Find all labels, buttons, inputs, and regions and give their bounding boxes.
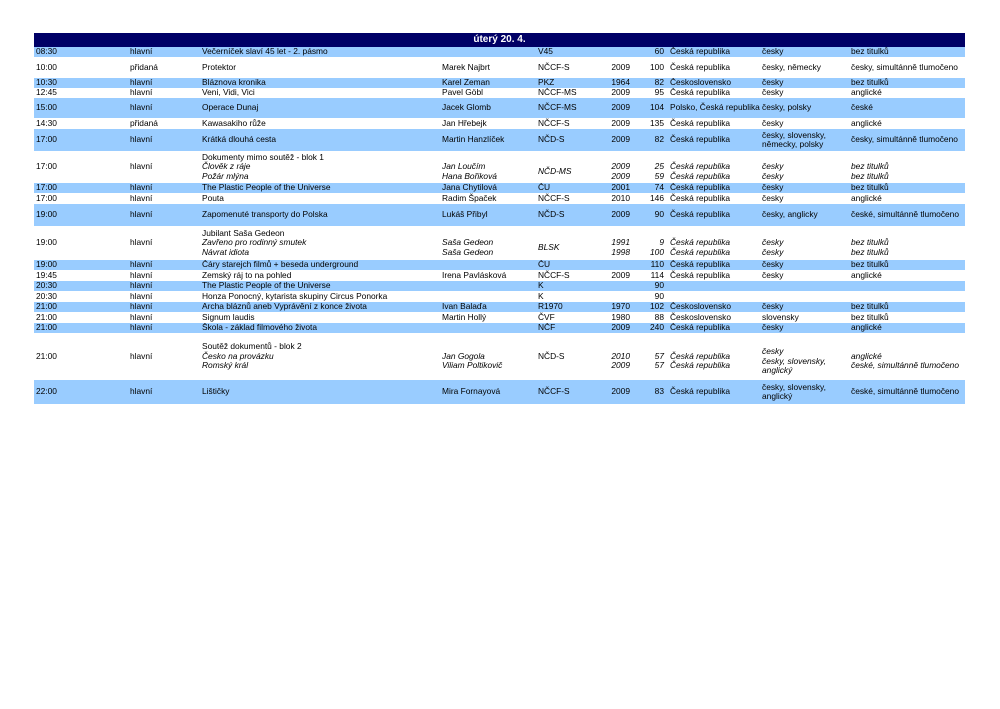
director-cell bbox=[440, 291, 536, 302]
minutes-cell: 146 bbox=[634, 193, 668, 204]
subtitles-cell: česky, simultánně tlumočeno bbox=[849, 57, 965, 78]
country-cell: Československo bbox=[668, 312, 760, 323]
title-cell: Krátká dlouhá cesta bbox=[200, 129, 440, 151]
time-cell: 19:00 bbox=[34, 204, 128, 226]
year-cell: 2009 bbox=[598, 57, 634, 78]
code-cell: NČF bbox=[536, 323, 598, 333]
title-cell: Lištičky bbox=[200, 380, 440, 404]
minutes-cell: 90 bbox=[634, 204, 668, 226]
block-item-language-cell: česky bbox=[762, 246, 784, 257]
subtitles-cell: bez titulků bbox=[849, 302, 965, 312]
title-cell: Pouta bbox=[200, 193, 440, 204]
block-item-subtitles-cell: české, simultánně tlumočeno bbox=[851, 360, 959, 371]
country-cell: Česká republika bbox=[668, 323, 760, 333]
time-cell: 19:45 bbox=[34, 270, 128, 281]
country-cell: Česká republika bbox=[668, 118, 760, 129]
time-cell: 17:00 bbox=[34, 183, 128, 193]
code-cell: NČCF-MS bbox=[536, 88, 598, 98]
year-cell: 1964 bbox=[598, 78, 634, 88]
time-cell: 17:00 bbox=[34, 129, 128, 151]
country-cell: Česká republika bbox=[668, 204, 760, 226]
director-cell: Martin Hollý bbox=[440, 312, 536, 323]
language-cell: česky, německy bbox=[760, 57, 849, 78]
director-cell bbox=[440, 323, 536, 333]
language-cell bbox=[760, 226, 849, 260]
type-cell: hlavní bbox=[128, 312, 200, 323]
type-cell: hlavní bbox=[128, 98, 200, 118]
title-cell: Operace Dunaj bbox=[200, 98, 440, 118]
block-item-language-cell: česky bbox=[762, 346, 784, 357]
block-item-director-cell: Viliam Poltikovič bbox=[442, 360, 503, 371]
subtitles-cell: česky, simultánně tlumočeno bbox=[849, 129, 965, 151]
block-item-country-cell: Česká republika bbox=[670, 246, 731, 257]
code-cell: PKZ bbox=[536, 78, 598, 88]
block-item-subtitles-cell: anglické bbox=[851, 350, 882, 361]
country-cell: Česká republika bbox=[668, 88, 760, 98]
time-cell: 12:45 bbox=[34, 88, 128, 98]
block-item-year-cell: 1998 bbox=[611, 246, 630, 257]
code-cell: V45 bbox=[536, 47, 598, 57]
year-cell bbox=[598, 47, 634, 57]
block-item-title-cell: Česko na provázku bbox=[202, 350, 274, 361]
schedule-row bbox=[34, 302, 965, 312]
subtitles-cell: anglické bbox=[849, 193, 965, 204]
language-cell: česky bbox=[760, 47, 849, 57]
subtitles-cell bbox=[849, 281, 965, 291]
type-cell: hlavní bbox=[128, 281, 200, 291]
schedule-row bbox=[34, 333, 965, 380]
country-cell: Česká republika bbox=[668, 183, 760, 193]
language-cell: česky bbox=[760, 88, 849, 98]
year-cell: 2010 bbox=[598, 193, 634, 204]
schedule-row bbox=[34, 118, 965, 129]
director-cell bbox=[440, 151, 536, 183]
subtitles-cell: bez titulků bbox=[849, 47, 965, 57]
schedule-sheet bbox=[34, 33, 965, 404]
subtitles-cell: bez titulků bbox=[849, 260, 965, 270]
time-cell: 21:00 bbox=[34, 333, 128, 380]
block-item-year-cell: 1991 bbox=[611, 237, 630, 248]
year-cell: 2009 bbox=[598, 88, 634, 98]
code-cell: NČD-S bbox=[536, 129, 598, 151]
type-cell: hlavní bbox=[128, 302, 200, 312]
country-cell: Československo bbox=[668, 302, 760, 312]
minutes-cell: 114 bbox=[634, 270, 668, 281]
block-item-director-cell: Hana Bořiková bbox=[442, 170, 497, 181]
director-cell: Irena Pavlásková bbox=[440, 270, 536, 281]
language-cell: slovensky bbox=[760, 312, 849, 323]
block-item-title-cell: Romský král bbox=[202, 360, 249, 371]
block-item-language-cell: česky bbox=[762, 170, 784, 181]
time-cell: 21:00 bbox=[34, 312, 128, 323]
minutes-cell: 135 bbox=[634, 118, 668, 129]
year-cell bbox=[598, 333, 634, 380]
block-title: Jubilant Saša Gedeon bbox=[202, 227, 285, 238]
subtitles-cell: bez titulků bbox=[849, 78, 965, 88]
block-item-country-cell: Česká republika bbox=[670, 237, 731, 248]
language-cell bbox=[760, 151, 849, 183]
day-title: úterý 20. 4. bbox=[34, 33, 965, 47]
block-item-title-cell: Zavřeno pro rodinný smutek bbox=[202, 237, 307, 248]
block-item-minutes-cell: 57 bbox=[654, 360, 664, 371]
block-item-title-cell: Požár mlýna bbox=[202, 170, 249, 181]
director-cell: Ivan Balaďa bbox=[440, 302, 536, 312]
minutes-cell: 104 bbox=[634, 98, 668, 118]
block-item-year-cell: 2009 bbox=[611, 170, 630, 181]
block-item-code-cell: NČD-MS bbox=[538, 166, 572, 176]
subtitles-cell: české bbox=[849, 98, 965, 118]
year-cell bbox=[598, 260, 634, 270]
block-title: Soutěž dokumentů - blok 2 bbox=[202, 341, 302, 352]
schedule-row bbox=[34, 78, 965, 88]
country-cell: Česká republika bbox=[668, 270, 760, 281]
language-cell: česky bbox=[760, 260, 849, 270]
schedule-row bbox=[34, 260, 965, 270]
year-cell: 2009 bbox=[598, 204, 634, 226]
year-cell: 1980 bbox=[598, 312, 634, 323]
block-item-code-cell: BLSK bbox=[538, 242, 560, 252]
type-cell: hlavní bbox=[128, 380, 200, 404]
time-cell: 17:00 bbox=[34, 151, 128, 183]
title-cell bbox=[200, 226, 440, 260]
country-cell bbox=[668, 291, 760, 302]
type-cell: přidaná bbox=[128, 118, 200, 129]
schedule-row bbox=[34, 88, 965, 98]
title-cell: Veni, Vidi, Vici bbox=[200, 88, 440, 98]
code-cell: NČD-S bbox=[536, 333, 598, 380]
year-cell: 2001 bbox=[598, 183, 634, 193]
block-item-subtitles-cell: bez titulků bbox=[851, 170, 889, 181]
block-item-title-cell: Člověk z ráje bbox=[202, 161, 251, 172]
block-item-year-cell: 2009 bbox=[611, 360, 630, 371]
minutes-cell: 60 bbox=[634, 47, 668, 57]
schedule-row bbox=[34, 98, 965, 118]
block-item-minutes-cell: 57 bbox=[654, 350, 664, 361]
director-cell: Radim Špaček bbox=[440, 193, 536, 204]
block-item-director-cell: Jan Loučím bbox=[442, 161, 486, 172]
code-cell: NČD-S bbox=[536, 204, 598, 226]
block-item-subtitles-cell: bez titulků bbox=[851, 161, 889, 172]
title-cell: Kawasakiho růže bbox=[200, 118, 440, 129]
language-cell: česky bbox=[760, 183, 849, 193]
code-cell: ČVF bbox=[536, 312, 598, 323]
title-cell: The Plastic People of the Universe bbox=[200, 281, 440, 291]
subtitles-cell: bez titulků bbox=[849, 183, 965, 193]
director-cell: Jacek Glomb bbox=[440, 98, 536, 118]
director-cell bbox=[440, 47, 536, 57]
block-item-minutes-cell: 9 bbox=[659, 237, 664, 248]
country-cell: Česká republika bbox=[668, 260, 760, 270]
title-cell bbox=[200, 333, 440, 380]
year-cell: 2009 bbox=[598, 380, 634, 404]
time-cell: 20:30 bbox=[34, 291, 128, 302]
block-item-minutes-cell: 100 bbox=[650, 246, 664, 257]
schedule-row bbox=[34, 312, 965, 323]
code-cell: NČCF-S bbox=[536, 193, 598, 204]
director-cell: Marek Najbrt bbox=[440, 57, 536, 78]
director-cell: Lukáš Přibyl bbox=[440, 204, 536, 226]
subtitles-cell: anglické bbox=[849, 323, 965, 333]
schedule-row bbox=[34, 270, 965, 281]
minutes-cell bbox=[634, 151, 668, 183]
block-item-country-cell: Česká republika bbox=[670, 350, 731, 361]
year-cell bbox=[598, 281, 634, 291]
country-cell bbox=[668, 151, 760, 183]
block-item-title-cell: Návrat idiota bbox=[202, 246, 250, 257]
minutes-cell: 74 bbox=[634, 183, 668, 193]
type-cell: přidaná bbox=[128, 57, 200, 78]
language-cell: česky bbox=[760, 118, 849, 129]
subtitles-cell bbox=[849, 226, 965, 260]
code-cell: NČCF-MS bbox=[536, 98, 598, 118]
block-item-year-cell: 2009 bbox=[611, 161, 630, 172]
title-cell: Zemský ráj to na pohled bbox=[200, 270, 440, 281]
subtitles-cell: anglické bbox=[849, 270, 965, 281]
language-cell bbox=[760, 291, 849, 302]
schedule-row bbox=[34, 151, 965, 183]
title-cell: Večerníček slaví 45 let - 2. pásmo bbox=[200, 47, 440, 57]
minutes-cell: 240 bbox=[634, 323, 668, 333]
type-cell: hlavní bbox=[128, 260, 200, 270]
year-cell: 2009 bbox=[598, 118, 634, 129]
title-cell: Signum laudis bbox=[200, 312, 440, 323]
block-item-director-cell: Jan Gogola bbox=[442, 350, 485, 361]
subtitles-cell: české, simultánně tlumočeno bbox=[849, 204, 965, 226]
type-cell: hlavní bbox=[128, 226, 200, 260]
schedule-row bbox=[34, 323, 965, 333]
type-cell: hlavní bbox=[128, 47, 200, 57]
country-cell bbox=[668, 333, 760, 380]
time-cell: 15:00 bbox=[34, 98, 128, 118]
time-cell: 19:00 bbox=[34, 226, 128, 260]
year-cell bbox=[598, 226, 634, 260]
language-cell bbox=[760, 333, 849, 380]
director-cell: Jana Chytilová bbox=[440, 183, 536, 193]
schedule-row bbox=[34, 193, 965, 204]
subtitles-cell bbox=[849, 291, 965, 302]
code-cell: K bbox=[536, 281, 598, 291]
language-cell: česky bbox=[760, 78, 849, 88]
schedule-row bbox=[34, 57, 965, 78]
schedule-row bbox=[34, 380, 965, 404]
type-cell: hlavní bbox=[128, 291, 200, 302]
minutes-cell bbox=[634, 333, 668, 380]
title-cell: Škola - základ filmového života bbox=[200, 323, 440, 333]
country-cell: Československo bbox=[668, 78, 760, 88]
director-cell: Karel Zeman bbox=[440, 78, 536, 88]
schedule-row bbox=[34, 183, 965, 193]
country-cell: Česká republika bbox=[668, 57, 760, 78]
subtitles-cell: bez titulků bbox=[849, 312, 965, 323]
year-cell: 1970 bbox=[598, 302, 634, 312]
minutes-cell: 82 bbox=[634, 129, 668, 151]
type-cell: hlavní bbox=[128, 78, 200, 88]
time-cell: 08:30 bbox=[34, 47, 128, 57]
block-item-subtitles-cell: bez titulků bbox=[851, 237, 889, 248]
year-cell: 2009 bbox=[598, 98, 634, 118]
year-cell bbox=[598, 151, 634, 183]
director-cell bbox=[440, 333, 536, 380]
minutes-cell: 90 bbox=[634, 291, 668, 302]
language-cell: česky, slovensky, anglický bbox=[760, 380, 849, 404]
schedule-row bbox=[34, 129, 965, 151]
block-item-minutes-cell: 25 bbox=[654, 161, 664, 172]
type-cell: hlavní bbox=[128, 151, 200, 183]
language-cell: česky bbox=[760, 270, 849, 281]
country-cell bbox=[668, 226, 760, 260]
time-cell: 19:00 bbox=[34, 260, 128, 270]
director-cell: Mira Fornayová bbox=[440, 380, 536, 404]
minutes-cell: 82 bbox=[634, 78, 668, 88]
title-cell: The Plastic People of the Universe bbox=[200, 183, 440, 193]
time-cell: 21:00 bbox=[34, 302, 128, 312]
schedule-row bbox=[34, 226, 965, 260]
country-cell: Polsko, Česká republika bbox=[668, 98, 760, 118]
block-title: Dokumenty mimo soutěž - blok 1 bbox=[202, 151, 324, 162]
schedule-row bbox=[34, 204, 965, 226]
minutes-cell: 100 bbox=[634, 57, 668, 78]
block-item-country-cell: Česká republika bbox=[670, 170, 731, 181]
code-cell: NČCF-S bbox=[536, 270, 598, 281]
director-cell: Pavel Göbl bbox=[440, 88, 536, 98]
code-cell: NČCF-S bbox=[536, 57, 598, 78]
minutes-cell bbox=[634, 226, 668, 260]
block-item-minutes-cell: 59 bbox=[654, 170, 664, 181]
language-cell bbox=[760, 281, 849, 291]
minutes-cell: 102 bbox=[634, 302, 668, 312]
schedule-row bbox=[34, 47, 965, 57]
country-cell: Česká republika bbox=[668, 193, 760, 204]
block-item-language-cell: česky bbox=[762, 161, 784, 172]
year-cell: 2009 bbox=[598, 129, 634, 151]
language-cell: česky bbox=[760, 302, 849, 312]
code-cell bbox=[536, 151, 598, 183]
time-cell: 22:00 bbox=[34, 380, 128, 404]
block-item-country-cell: Česká republika bbox=[670, 360, 731, 371]
schedule-row bbox=[34, 281, 965, 291]
director-cell: Jan Hřebejk bbox=[440, 118, 536, 129]
subtitles-cell bbox=[849, 151, 965, 183]
type-cell: hlavní bbox=[128, 323, 200, 333]
time-cell: 14:30 bbox=[34, 118, 128, 129]
type-cell: hlavní bbox=[128, 333, 200, 380]
block-item-director-cell: Saša Gedeon bbox=[442, 237, 494, 248]
language-cell: česky, polsky bbox=[760, 98, 849, 118]
minutes-cell: 88 bbox=[634, 312, 668, 323]
minutes-cell: 110 bbox=[634, 260, 668, 270]
type-cell: hlavní bbox=[128, 129, 200, 151]
code-cell: R1970 bbox=[536, 302, 598, 312]
director-cell bbox=[440, 260, 536, 270]
block-item-subtitles-cell: bez titulků bbox=[851, 246, 889, 257]
country-cell: Česká republika bbox=[668, 380, 760, 404]
block-item-year-cell: 2010 bbox=[611, 350, 630, 361]
language-cell: česky bbox=[760, 323, 849, 333]
year-cell bbox=[598, 291, 634, 302]
block-item-country-cell: Česká republika bbox=[670, 161, 731, 172]
subtitles-cell: české, simultánně tlumočeno bbox=[849, 380, 965, 404]
year-cell: 2009 bbox=[598, 270, 634, 281]
schedule-table bbox=[34, 47, 965, 404]
director-cell: Martin Hanzlíček bbox=[440, 129, 536, 151]
block-item-language-cell: česky, slovensky, anglický bbox=[762, 355, 826, 375]
time-cell: 20:30 bbox=[34, 281, 128, 291]
language-cell: česky bbox=[760, 193, 849, 204]
minutes-cell: 95 bbox=[634, 88, 668, 98]
type-cell: hlavní bbox=[128, 204, 200, 226]
title-cell: Honza Ponocný, kytarista skupiny Circus Ponorka bbox=[200, 291, 440, 302]
code-cell: ČU bbox=[536, 183, 598, 193]
time-cell: 10:30 bbox=[34, 78, 128, 88]
code-cell bbox=[536, 226, 598, 260]
block-item-language-cell: česky bbox=[762, 237, 784, 248]
type-cell: hlavní bbox=[128, 193, 200, 204]
title-cell bbox=[200, 151, 440, 183]
type-cell: hlavní bbox=[128, 183, 200, 193]
minutes-cell: 83 bbox=[634, 380, 668, 404]
title-cell: Archa bláznů aneb Vyprávění z konce života bbox=[200, 302, 440, 312]
language-cell: česky, anglicky bbox=[760, 204, 849, 226]
code-cell: NČCF-S bbox=[536, 118, 598, 129]
director-cell bbox=[440, 281, 536, 291]
time-cell: 21:00 bbox=[34, 323, 128, 333]
type-cell: hlavní bbox=[128, 270, 200, 281]
year-cell: 2009 bbox=[598, 323, 634, 333]
language-cell: česky, slovensky, německy, polsky bbox=[760, 129, 849, 151]
title-cell: Čáry starejch filmů + beseda underground bbox=[200, 260, 440, 270]
country-cell bbox=[668, 281, 760, 291]
country-cell: Česká republika bbox=[668, 129, 760, 151]
type-cell: hlavní bbox=[128, 88, 200, 98]
time-cell: 10:00 bbox=[34, 57, 128, 78]
title-cell: Bláznova kronika bbox=[200, 78, 440, 88]
title-cell: Zapomenuté transporty do Polska bbox=[200, 204, 440, 226]
country-cell: Česká republika bbox=[668, 47, 760, 57]
subtitles-cell: anglické bbox=[849, 118, 965, 129]
minutes-cell: 90 bbox=[634, 281, 668, 291]
director-cell bbox=[440, 226, 536, 260]
block-item-director-cell: Saša Gedeon bbox=[442, 246, 494, 257]
title-cell: Protektor bbox=[200, 57, 440, 78]
code-cell: K bbox=[536, 291, 598, 302]
subtitles-cell bbox=[849, 333, 965, 380]
subtitles-cell: anglické bbox=[849, 88, 965, 98]
time-cell: 17:00 bbox=[34, 193, 128, 204]
code-cell: ČU bbox=[536, 260, 598, 270]
code-cell: NČCF-S bbox=[536, 380, 598, 404]
schedule-row bbox=[34, 291, 965, 302]
